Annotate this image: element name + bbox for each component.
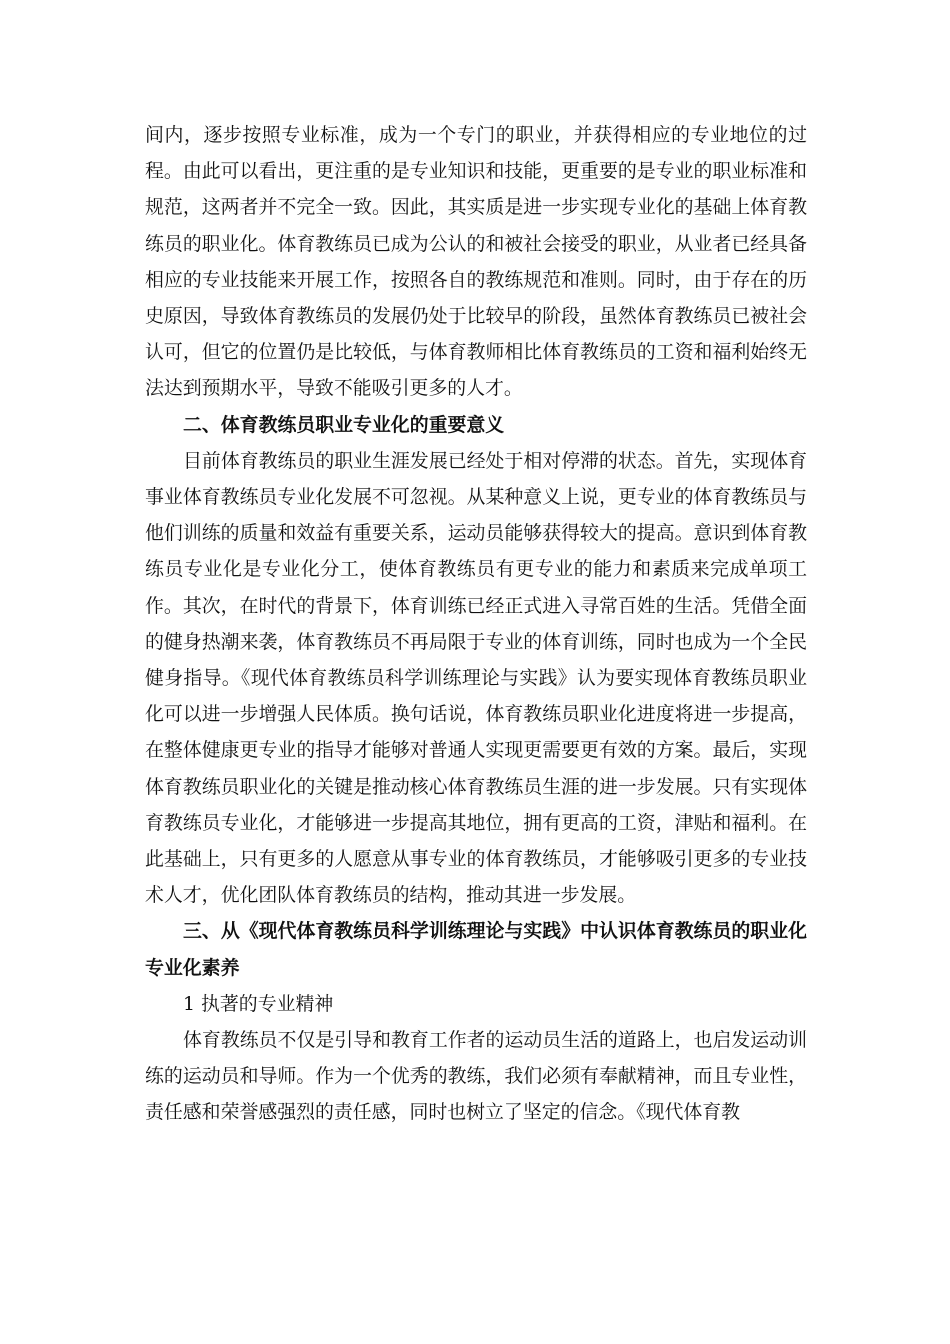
paragraph-professional-spirit: 体育教练员不仅是引导和教育工作者的运动员生活的道路上，也启发运动训练的运动员和导师。作为一个优秀的教练，我们必须有奉献精神，而且专业性，责任感和荣誉感强烈的责任感，同时也树立了坚定的信念。《现代体育教 xyxy=(145,1029,807,1124)
document-page xyxy=(145,117,807,1131)
paragraph-significance: 目前体育教练员的职业生涯发展已经处于相对停滞的状态。首先，实现体育事业体育教练员专业化发展不可忽视。从某种意义上说，更专业的体育教练员与他们训练的质量和效益有重要关系，运动员能够获得较大的提高。意识到体育教练员专业化是专业化分工，使体育教练员有更专业的能力和素质来完成单项工作。其次，在时代的背景下，体育训练已经正式进入寻常百姓的生活。凭借全面的健身热潮来袭，体育教练员不再局限于专业的体育训练，同时也成为一个全民健身指导。《现代体育教练员科学训练理论与实践》认为要实现体育教练员职业化可以进一步增强人民体质。换句话说，体育教练员职业化进度将进一步提高，在整体健康更专业的指导才能够对普通人实现更需要更有效的方案。最后，实现体育教练员职业化的关键是推动核心体育教练员生涯的进一步发展。只有实现体育教练员专业化，才能够进一步提高其地位，拥有更高的工资，津贴和福利。在此基础上，只有更多的人愿意从事专业的体育教练员，才能够吸引更多的专业技术人才，优化团队体育教练员的结构，推动其进一步发展。 xyxy=(145,449,807,907)
paragraph-intro-continuation: 间内，逐步按照专业标准，成为一个专门的职业，并获得相应的专业地位的过程。由此可以看出，更注重的是专业知识和技能，更重要的是专业的职业标准和规范，这两者并不完全一致。因此，其实质是进一步实现专业化的基础上体育教练员的职业化。体育教练员已成为公认的和被社会接受的职业，从业者已经具备相应的专业技能来开展工作，按照各自的教练规范和准则。同时，由于存在的历史原因，导致体育教练员的发展仍处于比较早的阶段，虽然体育教练员已被社会认可，但它的位置仍是比较低，与体育教师相比体育教练员的工资和福利始终无法达到预期水平，导致不能吸引更多的人才。 xyxy=(145,124,807,400)
section-heading-3: 三、从《现代体育教练员科学训练理论与实践》中认识体育教练员的职业化专业化素养 xyxy=(145,920,807,979)
subsection-heading-1: 1 执著的专业精神 xyxy=(183,992,334,1015)
section-heading-2: 二、体育教练员职业专业化的重要意义 xyxy=(183,413,505,436)
